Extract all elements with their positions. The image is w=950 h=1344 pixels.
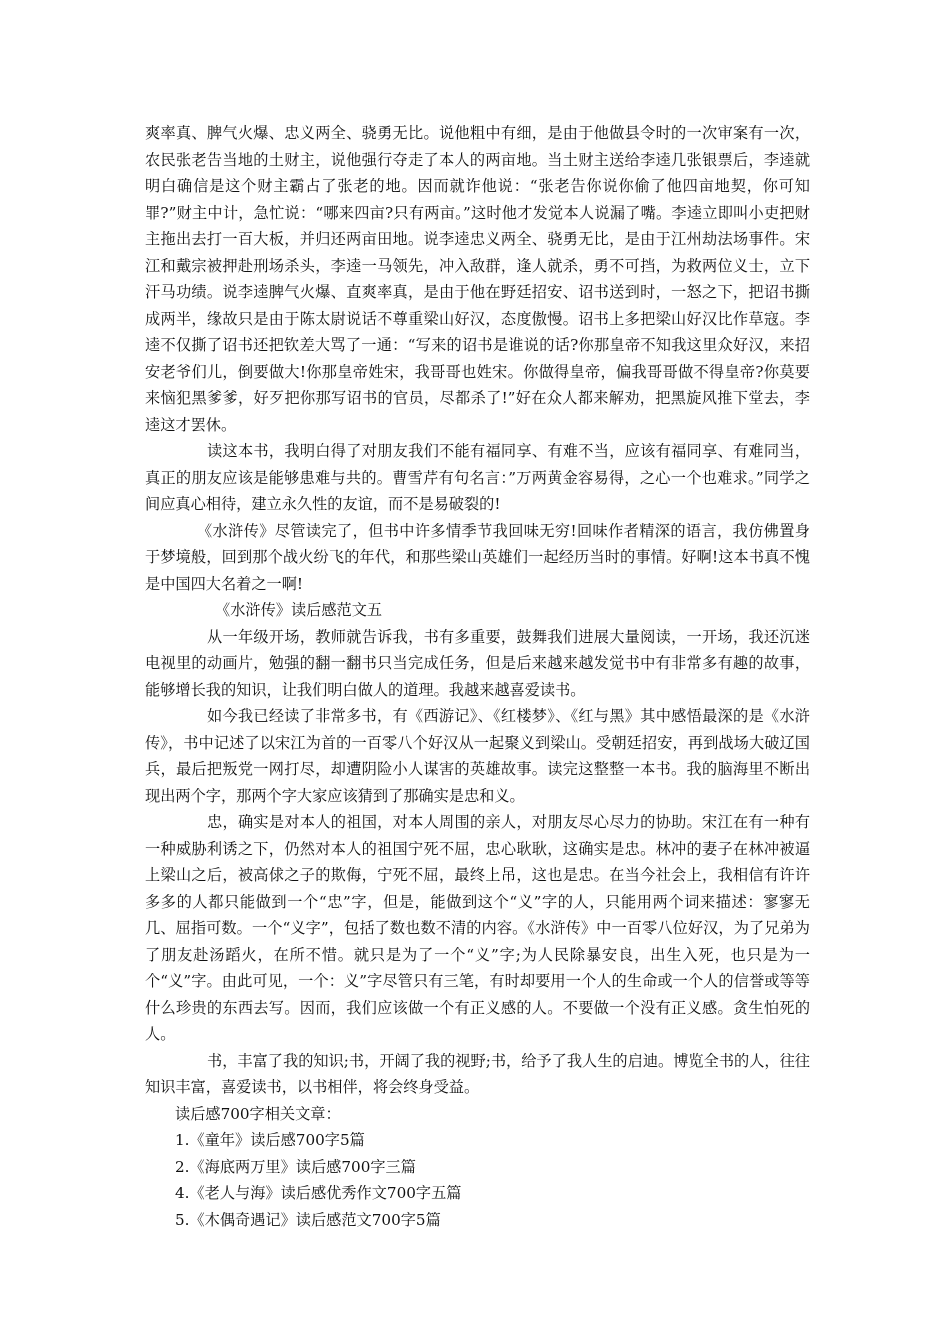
related-articles-list [145, 1127, 810, 1233]
paragraph-loyalty-righteousness: 忠，确实是对本人的祖国，对本人周围的亲人，对朋友尽心尽力的协助。宋江在有一种有一种威胁利诱之下，仍然对本人的祖国宁死不屈，忠心耿耿，这确实是忠。林冲的妻子在林冲被逼上梁山之后，被高俅之子的欺侮，宁死不屈，最终上吊，这也是忠。在当今社会上，我相信有许许多多的人都只能做到一个“忠”字，但是，能做到这个“义”字的人，只能用两个词来描述：寥寥无几、屈指可数。一个“义字”，包括了数也数不清的内容。《水浒传》中一百零八位好汉，为了兄弟为了朋友赴汤蹈火，在所不惜。就只是为了一个“义”字;为人民除暴安良，出生入死，也只是为一个“义”字。由此可见，一个：义”字尽管只有三笔，有时却要用一个人的生命或一个人的信誉或等等什么珍贵的东西去写。因而，我们应该做一个有正义感的人。不要做一个没有正义感。贪生怕死的人。 [145, 813, 810, 1043]
paragraph-books-benefit: 书，丰富了我的知识;书，开阔了我的视野;书，给予了我人生的启迪。博览全书的人，往往知识丰富，喜爱读书，以书相伴，将会终身受益。 [145, 1051, 810, 1096]
paragraph-finished-reading: 《水浒传》尽管读完了，但书中许多情季节我回味无穷!回味作者精深的语言，我仿佛置身于梦境般，回到那个战火纷飞的年代，和那些梁山英雄们一起经历当时的事情。好啊!这本书真不愧是中国四大名着之一啊! [145, 521, 810, 593]
related-article-link[interactable]: 1.《童年》读后感700字5篇 [175, 1131, 365, 1149]
related-article-link[interactable]: 4.《老人与海》读后感优秀作文700字五篇 [175, 1184, 462, 1202]
related-articles-heading: 读后感700字相关文章： [175, 1104, 341, 1123]
paragraph-first-grade: 从一年级开场，教师就告诉我，书有多重要，鼓舞我们进展大量阅读，一开场，我还沉迷电视里的动画片，勉强的翻一翻书只当完成任务，但是后来越来越发觉书中有非常多有趣的故事，能够增长我的知识，让我们明白做人的道理。我越来越喜爱读书。 [145, 627, 810, 699]
essay-subtitle: 《水浒传》读后感范文五 [215, 601, 383, 619]
paragraph-li-kui: 爽率真、脾气火爆、忠义两全、骁勇无比。说他粗中有细，是由于他做县令时的一次审案有一次，农民张老告当地的土财主，说他强行夺走了本人的两亩地。当土财主送给李逵几张银票后，李逵就明白确信是这个财主霸占了张老的地。因而就诈他说：“张老告你说你偷了他四亩地契，你可知罪?”财主中计，急忙说：“哪来四亩?只有两亩。”这时他才发觉本人说漏了嘴。李逵立即叫小吏把财主拖出去打一百大板，并归还两亩田地。说李逵忠义两全、骁勇无比，是由于江州劫法场事件。宋江和戴宗被押赴刑场杀头，李逵一马领先，冲入敌群，逢人就杀，勇不可挡，为救两位义士，立下汗马功绩。说李逵脾气火爆、直爽率真，是由于他在野廷招安、诏书送到时，一怒之下，把诏书撕成两半，缘故只是由于陈太尉说话不尊重梁山好汉，态度傲慢。诏书上多把梁山好汉比作草寇。李逵不仅撕了诏书还把钦差大骂了一通：“写来的诏书是谁说的话?你那皇帝不知我这里众好汉，来招安老爷们儿，倒要做大!你那皇帝姓宋，我哥哥也姓宋。你做得皇帝，偏我哥哥做不得皇帝?你莫要来恼犯黑爹爹，好歹把你那写诏书的官员，尽都杀了!”好在众人都来解劝，把黑旋风推下堂去，李逵这才罢休。 [145, 124, 810, 434]
document-page [145, 120, 810, 1233]
related-article-link[interactable]: 5.《木偶奇遇记》读后感范文700字5篇 [175, 1210, 441, 1229]
paragraph-friendship: 读这本书，我明白得了对朋友我们不能有福同享、有难不当，应该有福同享、有难同当，真正的朋友应该是能够患难与共的。曹雪芹有句名言：”万两黄金容易得，之心一个也难求。”同学之间应真心相待，建立永久性的友谊，而不是易破裂的! [145, 442, 810, 513]
paragraph-many-books: 如今我已经读了非常多书，有《西游记》、《红楼梦》、《红与黑》其中感悟最深的是《水浒传》，书中记述了以宋江为首的一百零八个好汉从一起聚义到梁山。受朝廷招安，再到战场大破辽国兵，最后把叛党一网打尽，却遭阴险小人谋害的英雄故事。读完这整整一本书。我的脑海里不断出现出两个字，那两个字大家应该猜到了那确实是忠和义。 [145, 707, 810, 805]
related-article-link[interactable]: 2.《海底两万里》读后感700字三篇 [175, 1157, 416, 1176]
